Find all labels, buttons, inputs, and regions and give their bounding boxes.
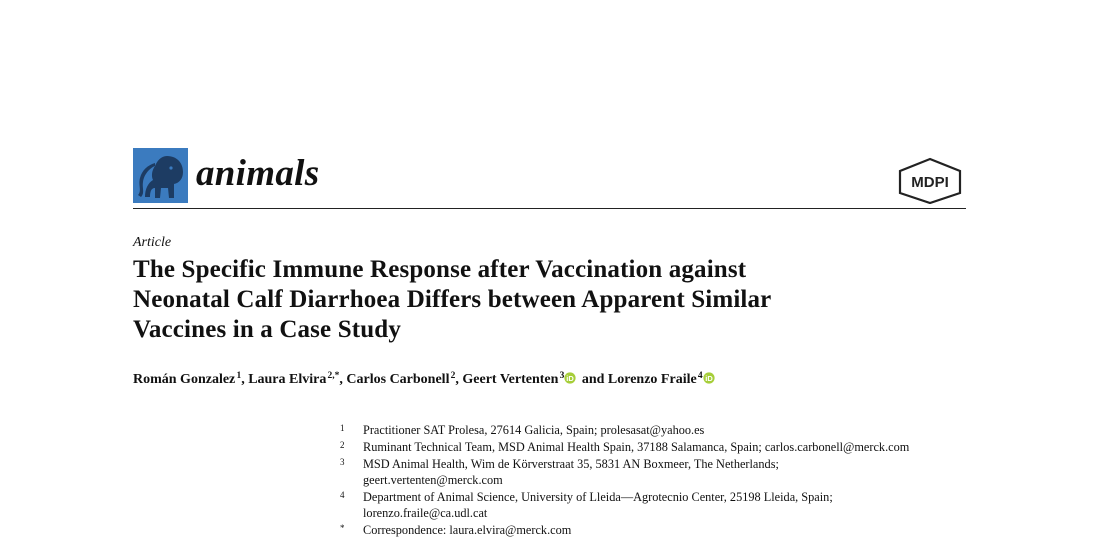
affiliation-line: Practitioner SAT Prolesa, 27614 Galicia, Spain; prolesasat@yahoo.es	[363, 423, 705, 437]
title-line: The Specific Immune Response after Vaccination against	[133, 256, 747, 283]
author-affiliation-mark: 4	[697, 371, 703, 381]
author-affiliation-mark: 2	[450, 371, 456, 381]
affiliation-item	[340, 489, 1060, 521]
affiliation-number: 4	[340, 490, 345, 500]
affiliation-text	[363, 422, 1060, 438]
affiliation-text	[363, 456, 1060, 488]
affiliation-number: 3	[340, 457, 345, 467]
affiliation-line: MSD Animal Health, Wim de Körverstraat 35, 5831 AN Boxmeer, The Netherlands;	[363, 457, 779, 471]
title-line: Neonatal Calf Diarrhoea Differs between Apparent Similar	[133, 286, 772, 313]
author-name: Lorenzo Fraile	[607, 372, 697, 387]
author-name: Román Gonzalez	[133, 372, 236, 387]
publisher-logo	[895, 156, 965, 204]
author-separator: ,	[339, 372, 347, 387]
title-line: Vaccines in a Case Study	[133, 316, 401, 343]
author-name: Laura Elvira	[248, 372, 327, 387]
journal-logo	[133, 148, 188, 203]
author-separator: ,	[455, 372, 463, 387]
affiliation-item	[340, 522, 1060, 538]
author-name: Geert Vertenten	[462, 372, 559, 387]
publisher-name: MDPI	[911, 174, 949, 191]
affiliation-line: geert.vertenten@merck.com	[363, 473, 503, 487]
affiliation-item	[340, 456, 1060, 488]
article-title	[133, 255, 953, 345]
affiliation-number: 1	[340, 423, 345, 433]
author-name: Carlos Carbonell	[346, 372, 450, 387]
elephant-logo-icon	[133, 148, 188, 203]
correspondence-mark: *	[340, 523, 345, 533]
correspondence-text	[363, 522, 1060, 538]
author-affiliation-mark: 3	[559, 371, 565, 381]
author-affiliation-mark: 2,*	[327, 371, 340, 381]
svg-text:iD: iD	[704, 373, 713, 383]
affiliation-text	[363, 439, 1060, 455]
affiliation-line: Correspondence: laura.elvira@merck.com	[363, 523, 572, 537]
author-affiliation-mark: 1	[236, 371, 242, 381]
affiliation-line: Department of Animal Science, University of Lleida—Agrotecnio Center, 25198 Lleida, Spain;	[363, 490, 833, 504]
affiliation-item	[340, 422, 1060, 438]
author-separator: ,	[241, 372, 249, 387]
header-divider	[133, 208, 966, 209]
affiliation-text	[363, 489, 1060, 521]
mdpi-hexagon-logo-icon	[895, 156, 965, 204]
journal-name: animals	[196, 153, 320, 194]
orcid-icon[interactable]	[703, 372, 715, 384]
orcid-icon[interactable]	[564, 372, 576, 384]
affiliation-item	[340, 439, 1060, 455]
author-separator: and	[578, 372, 608, 387]
author-list	[133, 370, 717, 390]
affiliation-list	[340, 422, 1060, 539]
affiliation-line: lorenzo.fraile@ca.udl.cat	[363, 506, 488, 520]
affiliation-number: 2	[340, 440, 345, 450]
svg-text:iD: iD	[566, 373, 575, 383]
article-type: Article	[133, 235, 172, 250]
affiliation-line: Ruminant Technical Team, MSD Animal Health Spain, 37188 Salamanca, Spain; carlos.carbonell@merck.com	[363, 440, 910, 454]
